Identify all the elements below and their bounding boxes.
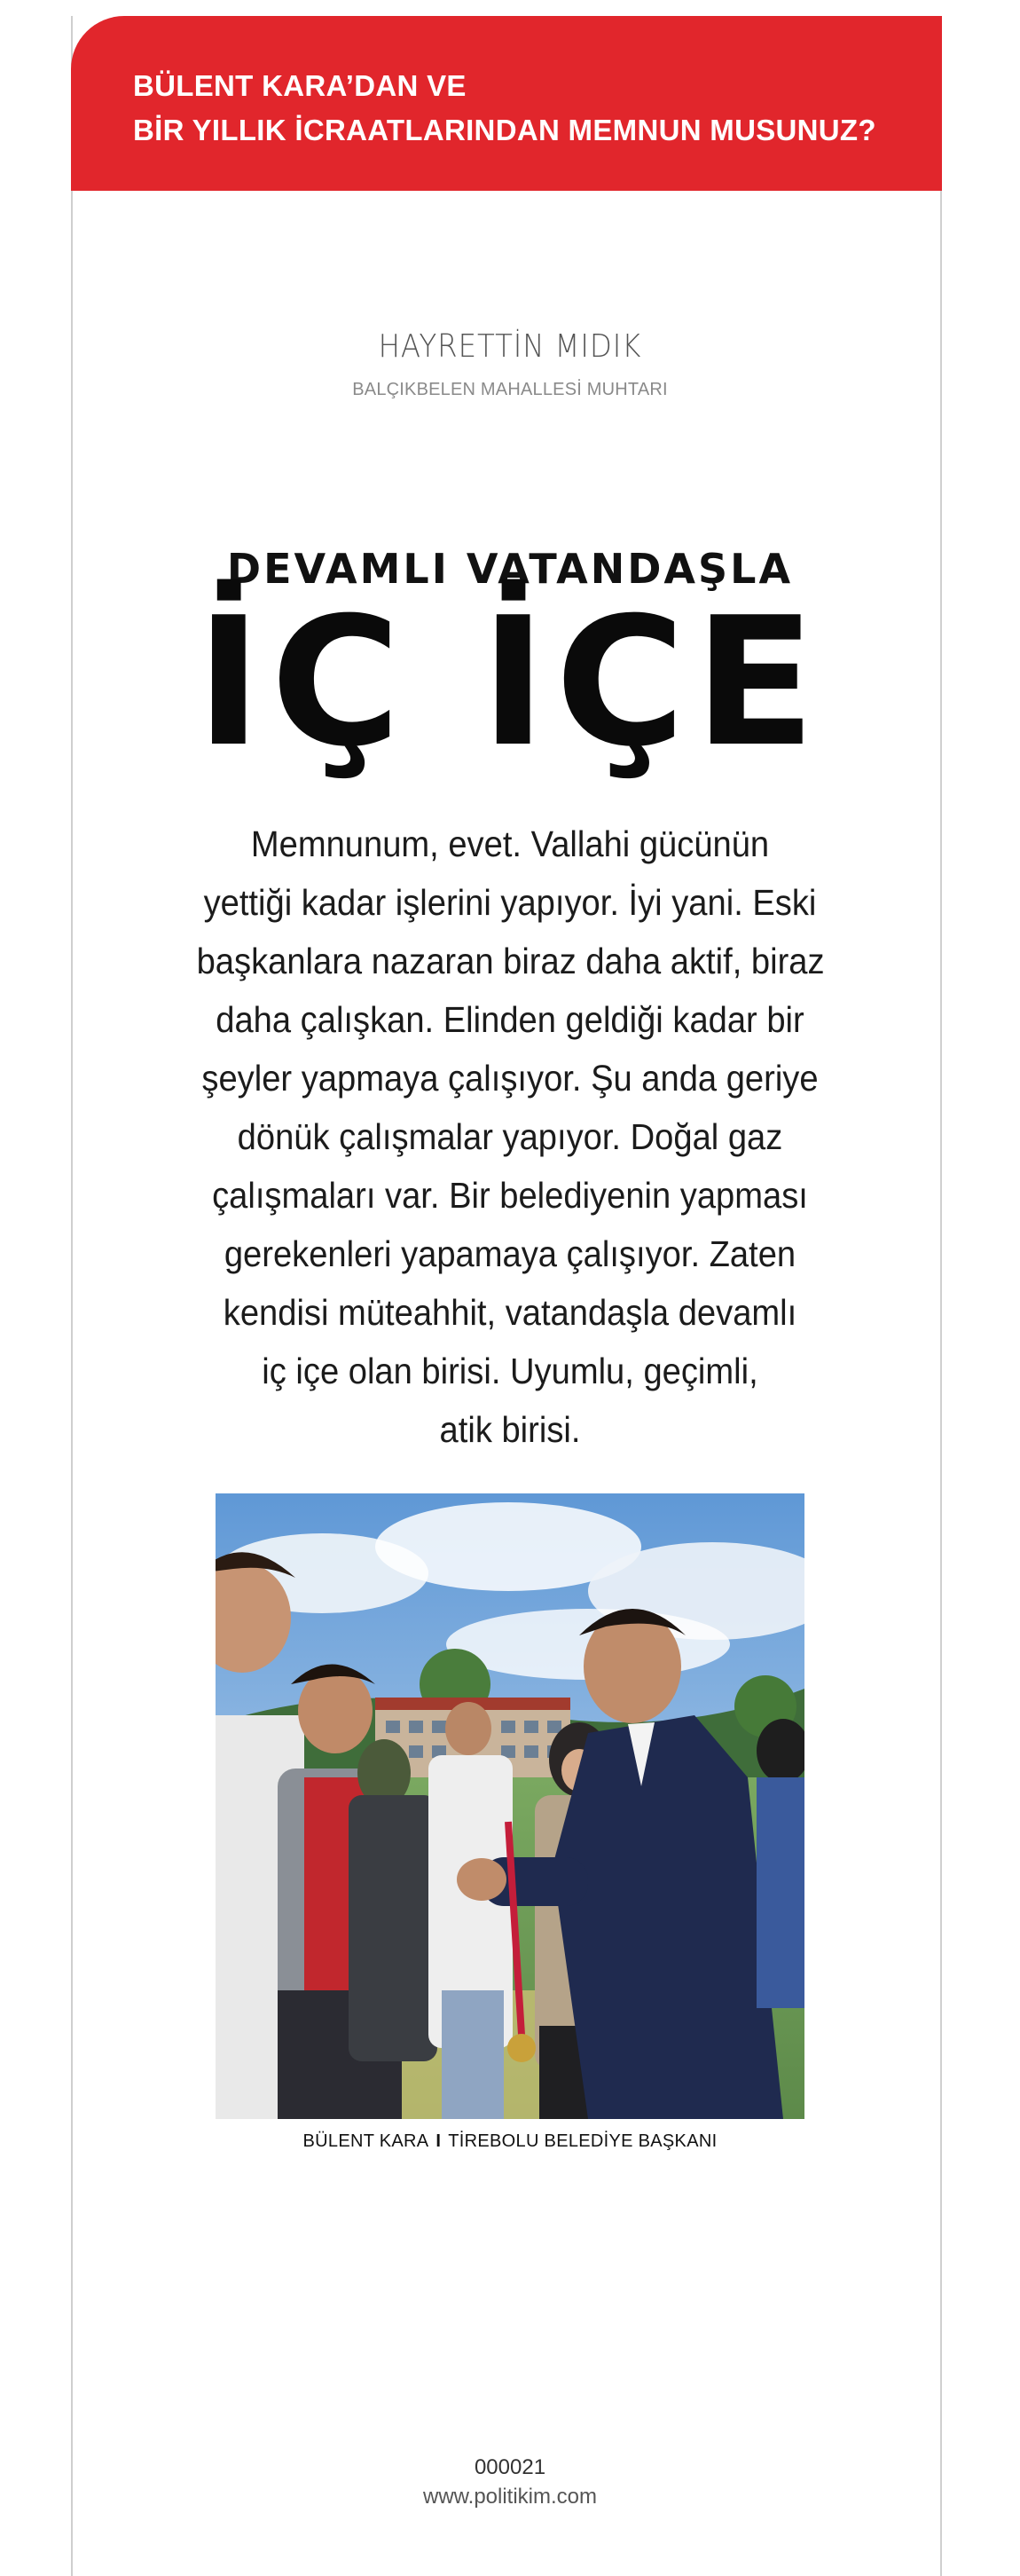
banner-line-2: BİR YILLIK İCRAATLARINDAN MEMNUN MUSUNUZ?	[133, 114, 876, 146]
photo-caption	[0, 2131, 1020, 2152]
page-number: 000021	[474, 2455, 546, 2479]
author-name: HAYRETTİN MIDIK	[378, 328, 642, 365]
body-line: çalışmaları var. Bir belediyenin yapması	[212, 1175, 808, 1216]
body-line: şeyler yapmaya çalışıyor. Şu anda geriye	[201, 1058, 819, 1099]
caption-separator: I	[435, 2131, 442, 2151]
caption-title: TİREBOLU BELEDİYE BAŞKANI	[448, 2131, 718, 2151]
body-line: atik birisi.	[439, 1409, 581, 1450]
question-banner	[71, 16, 942, 191]
caption-name: BÜLENT KARA	[302, 2131, 429, 2151]
body-line: kendisi müteahhit, vatandaşla devamlı	[223, 1292, 797, 1333]
article-kicker: DEVAMLI VATANDAŞLA	[226, 545, 794, 593]
body-line: başkanlara nazaran biraz daha aktif, biraz	[196, 941, 825, 981]
body-line: gerekenleri yapamaya çalışıyor. Zaten	[224, 1233, 796, 1274]
body-line: yettiği kadar işlerini yapıyor. İyi yani. Eski	[203, 882, 817, 923]
article-body	[197, 815, 824, 1459]
banner-line-1: BÜLENT KARA’DAN VE	[133, 69, 467, 102]
article-photo	[216, 1493, 804, 2119]
article-headline: İÇ İÇE	[195, 579, 825, 786]
body-line: dönük çalışmalar yapıyor. Doğal gaz	[237, 1116, 783, 1157]
body-line: Memnunum, evet. Vallahi gücünün	[250, 823, 770, 864]
body-line: daha çalışkan. Elinden geldiği kadar bir	[216, 999, 804, 1040]
author-role: BALÇIKBELEN MAHALLESİ MUHTARI	[352, 380, 668, 399]
body-line: iç içe olan birisi. Uyumlu, geçimli,	[262, 1351, 758, 1391]
website-link[interactable]: www.politikim.com	[422, 2485, 598, 2509]
photo-illustration	[216, 1493, 804, 2119]
